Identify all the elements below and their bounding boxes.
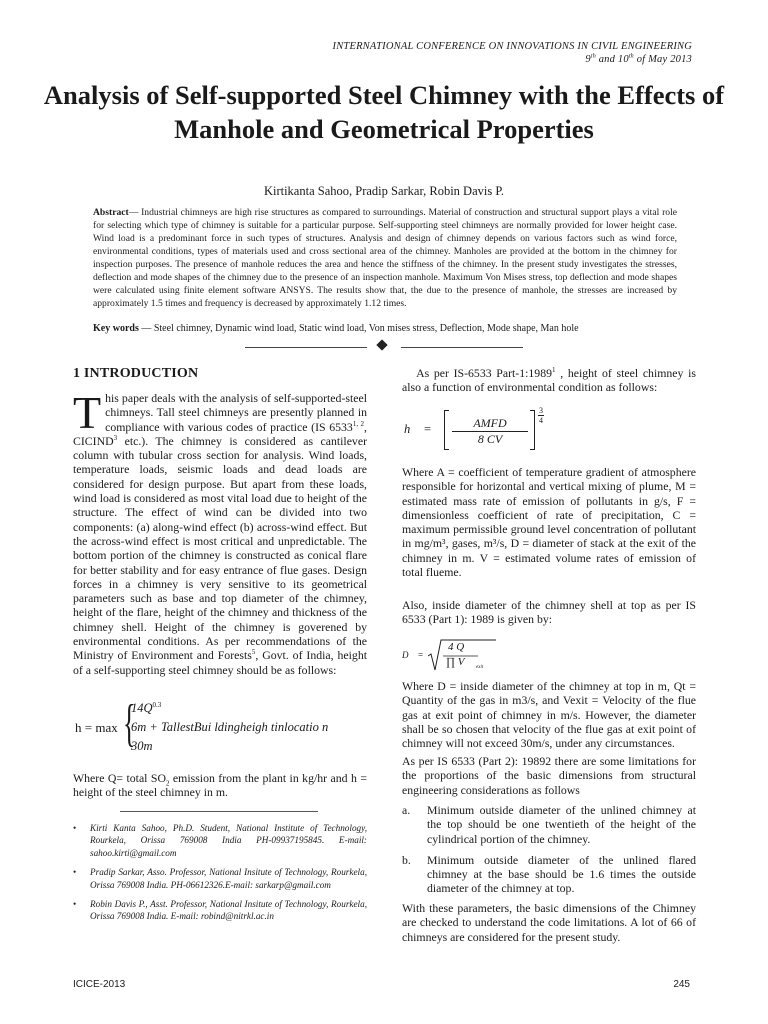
footer-conference-code: ICICE-2013 (73, 979, 126, 990)
q-definition: Where Q= total $SO_2$ emission from the plant in kg/hr and h = height of the steel chimney in m. (73, 771, 367, 800)
abstract-text: — Industrial chimneys are high rise structures as compared to surroundings. Material of construction and structural support plays a vital role for selecting which type of chimney is suitable for a particular purpose. Self-supporting steel chimneys are normally provided for lower height case. Wind load is a predominant force in such types of structures. Analysis and design of chimney depends on various factors such as wind force, environmental conditions, types of materials used and cross sectional area of the chimney. Manholes are provided at the bottom in the chimney for inspection purposes. The presence of manhole reduces the area and hence the stiffness of the chimney. In the present study investigates the stresses, deflection and mode shapes of the chimney due to the presence of an inspection manhole. Maximum Von Mises stress, top deflection and mode shapes were calculated using finite element software ANSYS. The results show that, the due to the presence of manhole, the stresses are increased by approximately 1.5 times and frequency is decreased by approximately 1.12 times. (93, 207, 677, 309)
list-item: b. Minimum outside diameter of the unlined flared chimney at the base should be 1.6 times the outside diameter of the chimney at top. (402, 852, 696, 896)
right-para-4: Where D = inside diameter of the chimney at top in m, Qt = Quantity of the gas in m3/s, and Vexit = Velocity of the flue gas at exit point of chimney in m/s. However, the diameter shall be so chosen that velocity of the flue gas at exit point of chimney will not exceed 30m/s, under any circumstances. (402, 679, 696, 751)
conference-date: 9th and 10th of May 2013 (585, 53, 692, 65)
diameter-formula: D = 4 Q ∏ V exit (402, 638, 522, 672)
list-item: a. Minimum outside diameter of the unlined chimney at the top should be one twentieth of the height of the cylindrical portion of the chimney. (402, 803, 696, 846)
section-heading-introduction: 1 INTRODUCTION (73, 366, 199, 381)
conference-name: INTERNATIONAL CONFERENCE ON INNOVATIONS IN CIVIL ENGINEERING (332, 41, 692, 52)
keywords-text: — Steel chimney, Dynamic wind load, Static wind load, Von mises stress, Deflection, Mode shape, Man hole (138, 323, 579, 334)
diamond-ornament-icon (376, 339, 387, 350)
right-para-3: Also, inside diameter of the chimney shell at top as per IS 6533 (Part 1): 1989 is given by: (402, 598, 696, 627)
abstract-label: Abstract (93, 207, 129, 218)
author-footnotes (73, 822, 367, 930)
section-divider (245, 347, 523, 348)
limitations-list (402, 803, 696, 896)
right-para-1: As per IS-6533 Part-1:1989$^1$ , height of steel chimney is also a function of environmental condition as follows: (402, 366, 696, 395)
right-para-6: With these parameters, the basic dimensions of the Chimney are checked to understand the code limitations. A lot of 66 of chimneys are considered for the present study. (402, 901, 696, 944)
keywords (93, 322, 677, 335)
right-para-2: Where A = coefficient of temperature gradient of atmosphere responsible for horizontal and vertical mixing of plume, M = estimated mass rate of emission of pollutants in g/s, F = dimensionless coefficient of rate of precipitation, C = maximum permissible ground level concentration of pollutant in mg/m³, gases, m³/s, D = diameter of stack at the exit of the chimney in m. V = estimated volume rates of emission of total flueme. (402, 465, 696, 580)
drop-cap: T (73, 387, 102, 438)
page-number: 245 (673, 979, 690, 990)
paper-title: Analysis of Self-supported Steel Chimney with the Effects of Manhole and Geometrical Properties (43, 80, 725, 144)
footnote-item: • Robin Davis P., Asst. Professor, National Insitute of Technology, Rourkela, Orissa 769008 India. E-mail: robind@nitrkl.ac.in (73, 899, 367, 922)
footnote-item: • Pradip Sarkar, Asso. Professor, National Insitute of Technology, Rourkela, Orissa 769008 India. PH-06612326.E-mail: sarkarp@gmail.com (73, 867, 367, 890)
keywords-label: Key words (93, 323, 139, 334)
is6533-height-formula: h = AMFD 8 CV 3 4 (404, 410, 604, 450)
footnote-rule (120, 811, 318, 812)
conference-header (333, 40, 692, 66)
abstract (93, 206, 677, 310)
height-formula: h = max { $14Q^{0.3}$ 6m + TallestBui ldingheigh tinlocatio n 30m (75, 695, 329, 753)
author-list: Kirtikanta Sahoo, Pradip Sarkar, Robin Davis P. (263, 184, 505, 198)
footnote-item: • Kirti Kanta Sahoo, Ph.D. Student, National Institute of Technology, Rourkela, Orissa 769008 India PH-09937195845. E-mail: sahoo.kirti@gmail.com (73, 823, 367, 858)
right-para-5: As per IS 6533 (Part 2): 19892 there are some limitations for the proportions of the basic dimensions from structural engineering considerations as follows (402, 754, 696, 797)
intro-paragraph: This paper deals with the analysis of self-supported-steel chimneys. Tall steel chimneys are presently planned in compliance with various codes of practice (IS 6533$^{1, 2}$, CICIND$^3$ etc.). The chimney is considered as cantilever column with tubular cross section for analysis. Wind loads, temperature loads, seismic loads and dead loads are considered for design purpose. But apart from these loads, wind load is considered as most vital load due to height of the structure. The effect of wind can be divided into two components: (a) along-wind effect (b) across-wind effect. But the across-wind effect is most critical and unpredictable. The bottom portion of the chimney is constructed as conical flare for better stability and for easy entrance of flue gases. Design forces in a chimney is very sensitive to its geometrical parameters such as base and top diameter of the chimney, height of the flare, height of the chimney and thickness of the chimney shell. Height of the chimney is goverened by environmental conditions. As per recommendations of the Ministry of Environment and Forests$^5$, Govt. of India, height of a self-supporting steel chimney should be as follows: (73, 387, 367, 677)
